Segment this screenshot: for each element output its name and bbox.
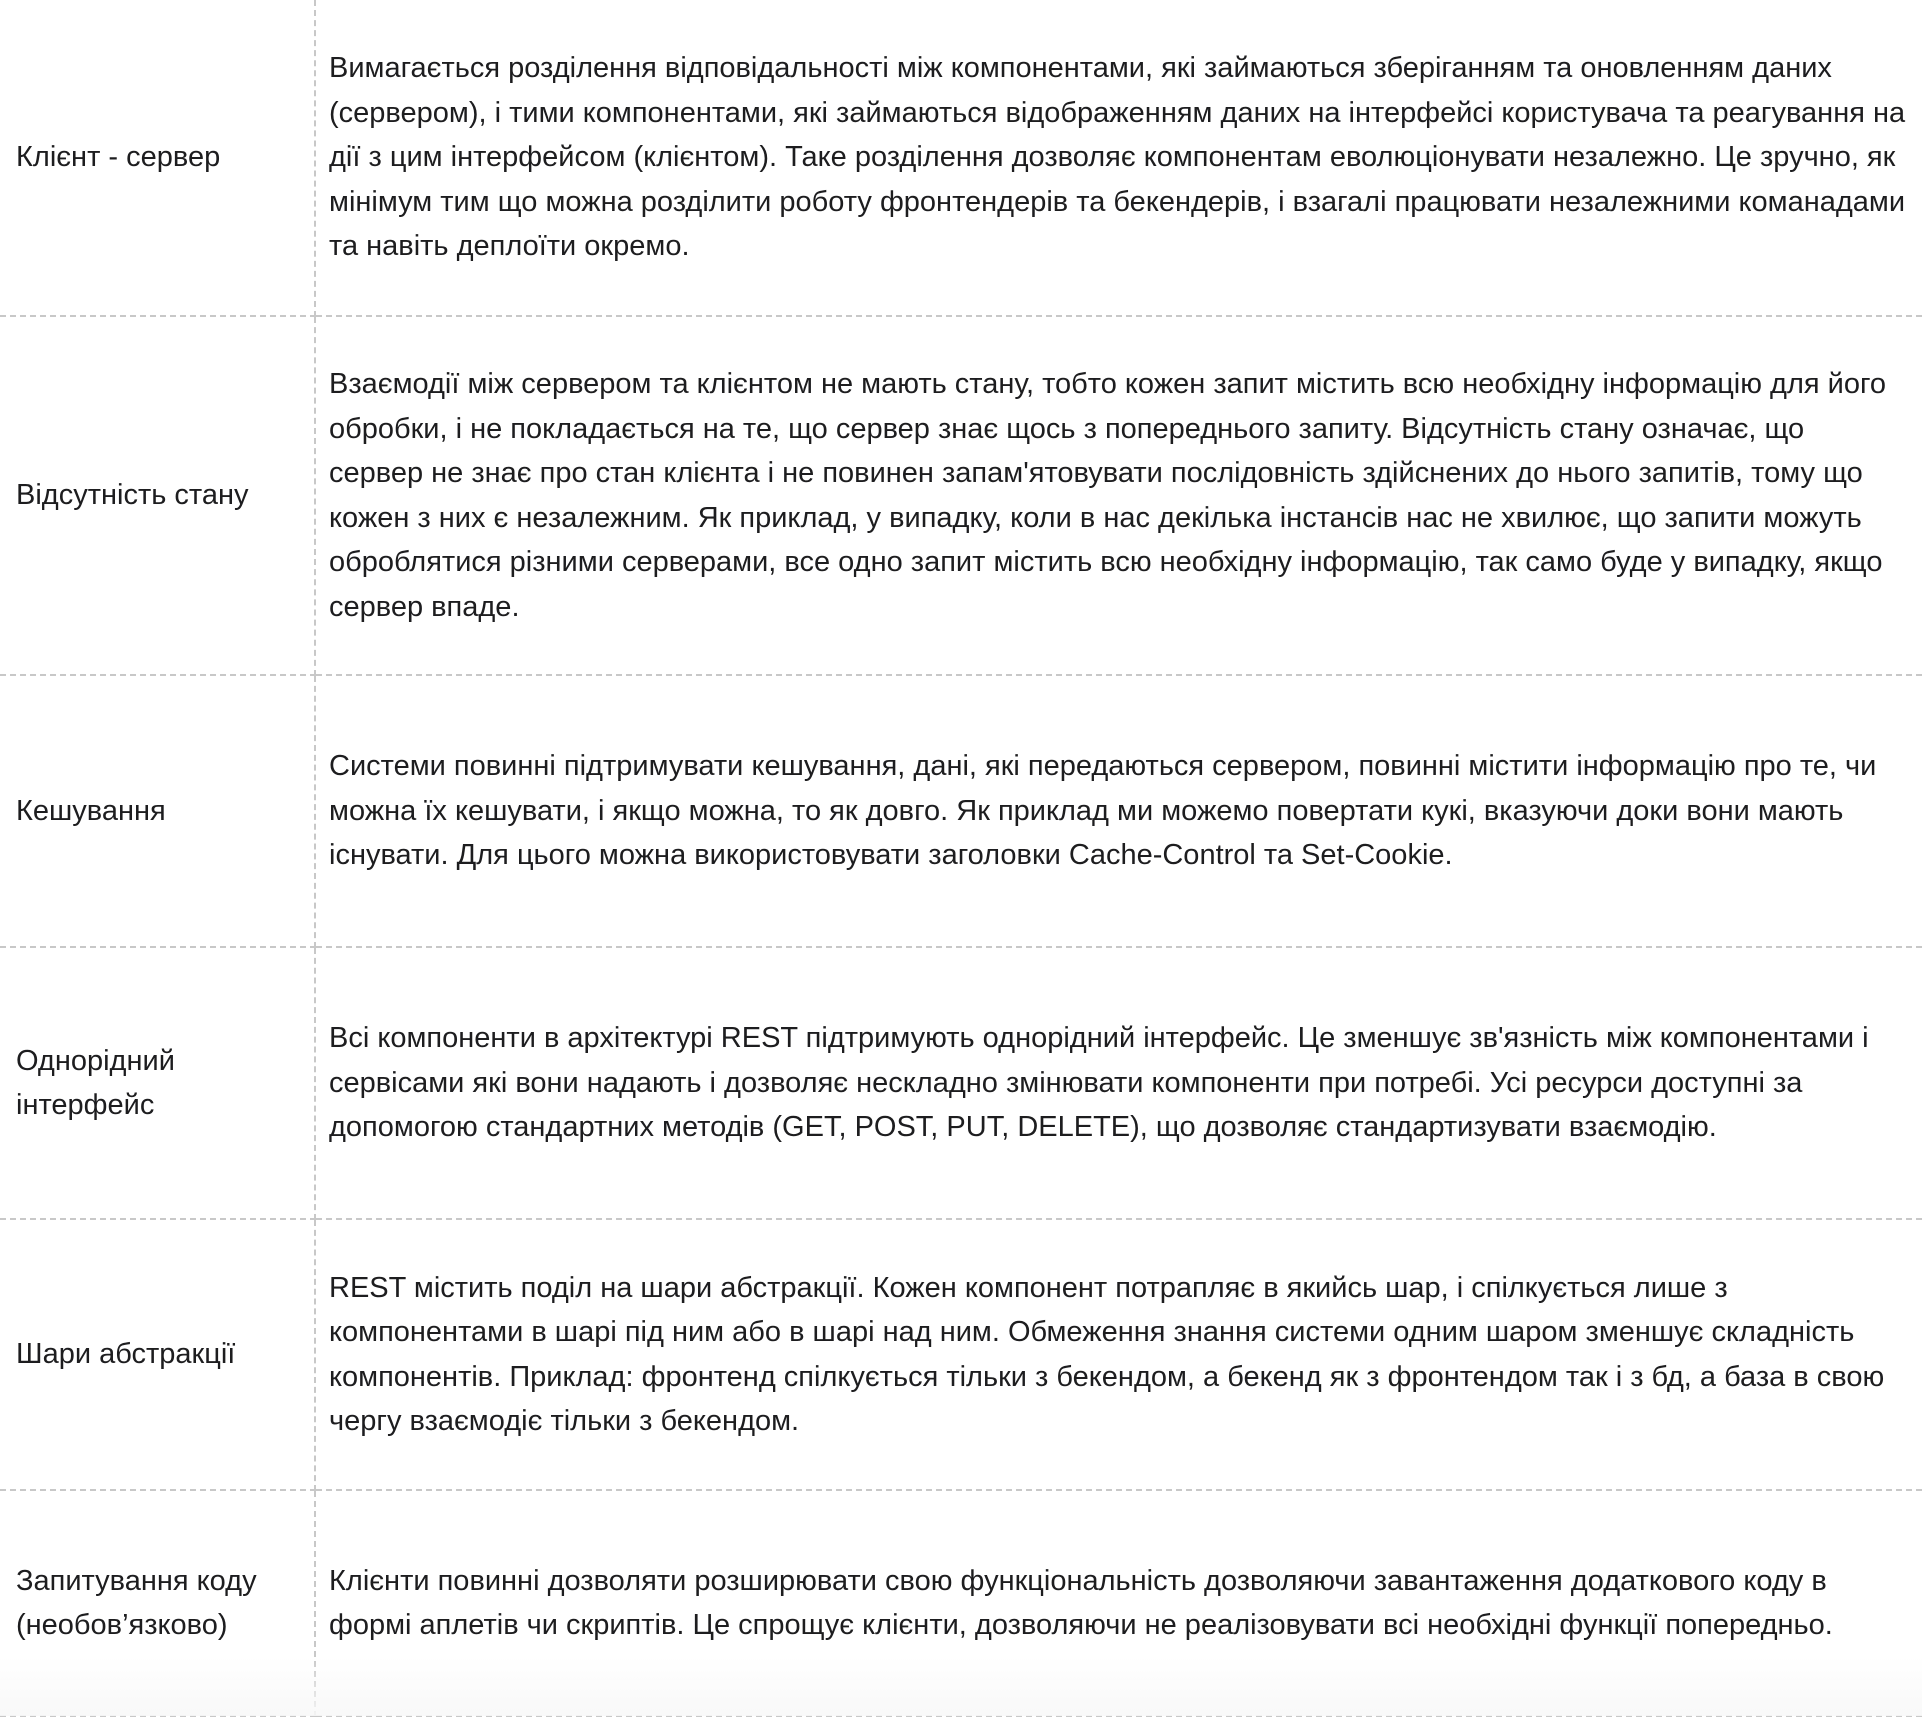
constraint-description: Клієнти повинні дозволяти розширювати свою функціональність дозволяючи завантаження додаткового коду в формі аплетів чи скриптів. Це спрощує клієнти, дозволяючи не реалізовувати всі необхідні функції попередньо. <box>315 1490 1922 1716</box>
constraint-description: Взаємодії між сервером та клієнтом не мають стану, тобто кожен запит містить всю необхідну інформацію для його обробки, і не покладається на те, що сервер знає щось з попереднього запиту. Відсутність стану означає, що сервер не знає про стан клієнта і не повинен запам'ятовувати послідовність здійснених до нього запитів, тому що кожен з них є незалежним. Як приклад, у випадку, коли в нас декілька інстансів нас не хвилює, що запити можуть оброблятися різними серверами, все одно запит містить всю необхідну інформацію, так само буде у випадку, якщо сервер впаде. <box>315 316 1922 675</box>
constraint-name: Запитування коду (необов’язково) <box>0 1490 315 1716</box>
table-row <box>0 1219 1922 1490</box>
constraint-name: Кешування <box>0 675 315 947</box>
constraint-description: REST містить поділ на шари абстракції. Кожен компонент потрапляє в якийсь шар, і спілкується лише з компонентами в шарі під ним або в шарі над ним. Обмеження знання системи одним шаром зменшує складність компонентів. Приклад: фронтенд спілкується тільки з бекендом, а бекенд як з фронтендом так і з бд, а база в свою чергу взаємодіє тільки з бекендом. <box>315 1219 1922 1490</box>
constraint-description: Вимагається розділення відповідальності між компонентами, які займаються зберіганням та оновленням даних (сервером), і тими компонентами, які займаються відображенням даних на інтерфейсі користувача та реагування на дії з цим інтерфейсом (клієнтом). Таке розділення дозволяє компонентам еволюціонувати незалежно. Це зручно, як мінімум тим що можна розділити роботу фронтендерів та бекендерів, і взагалі працювати незалежними команадами та навіть деплоїти окремо. <box>315 0 1922 316</box>
table-row <box>0 0 1922 316</box>
constraint-description: Системи повинні підтримувати кешування, дані, які передаються сервером, повинні містити інформацію про те, чи можна їх кешувати, і якщо можна, то як довго. Як приклад ми можемо повертати кукі, вказуючи доки вони мають існувати. Для цього можна використовувати заголовки Cache-Control та Set-Cookie. <box>315 675 1922 947</box>
constraint-name: Відсутність стану <box>0 316 315 675</box>
table-row <box>0 947 1922 1219</box>
constraint-name: Клієнт - сервер <box>0 0 315 316</box>
constraint-description: Всі компоненти в архітектурі REST підтримують однорідний інтерфейс. Це зменшує зв'язність між компонентами і сервісами які вони надають і дозволяє нескладно змінювати компоненти при потребі. Усі ресурси доступні за допомогою стандартних методів (GET, POST, PUT, DELETE), що дозволяє стандартизувати взаємодію. <box>315 947 1922 1219</box>
table-row <box>0 1490 1922 1716</box>
table-row <box>0 675 1922 947</box>
constraint-name: Однорідний інтерфейс <box>0 947 315 1219</box>
constraint-name: Шари абстракції <box>0 1219 315 1490</box>
table-row <box>0 316 1922 675</box>
